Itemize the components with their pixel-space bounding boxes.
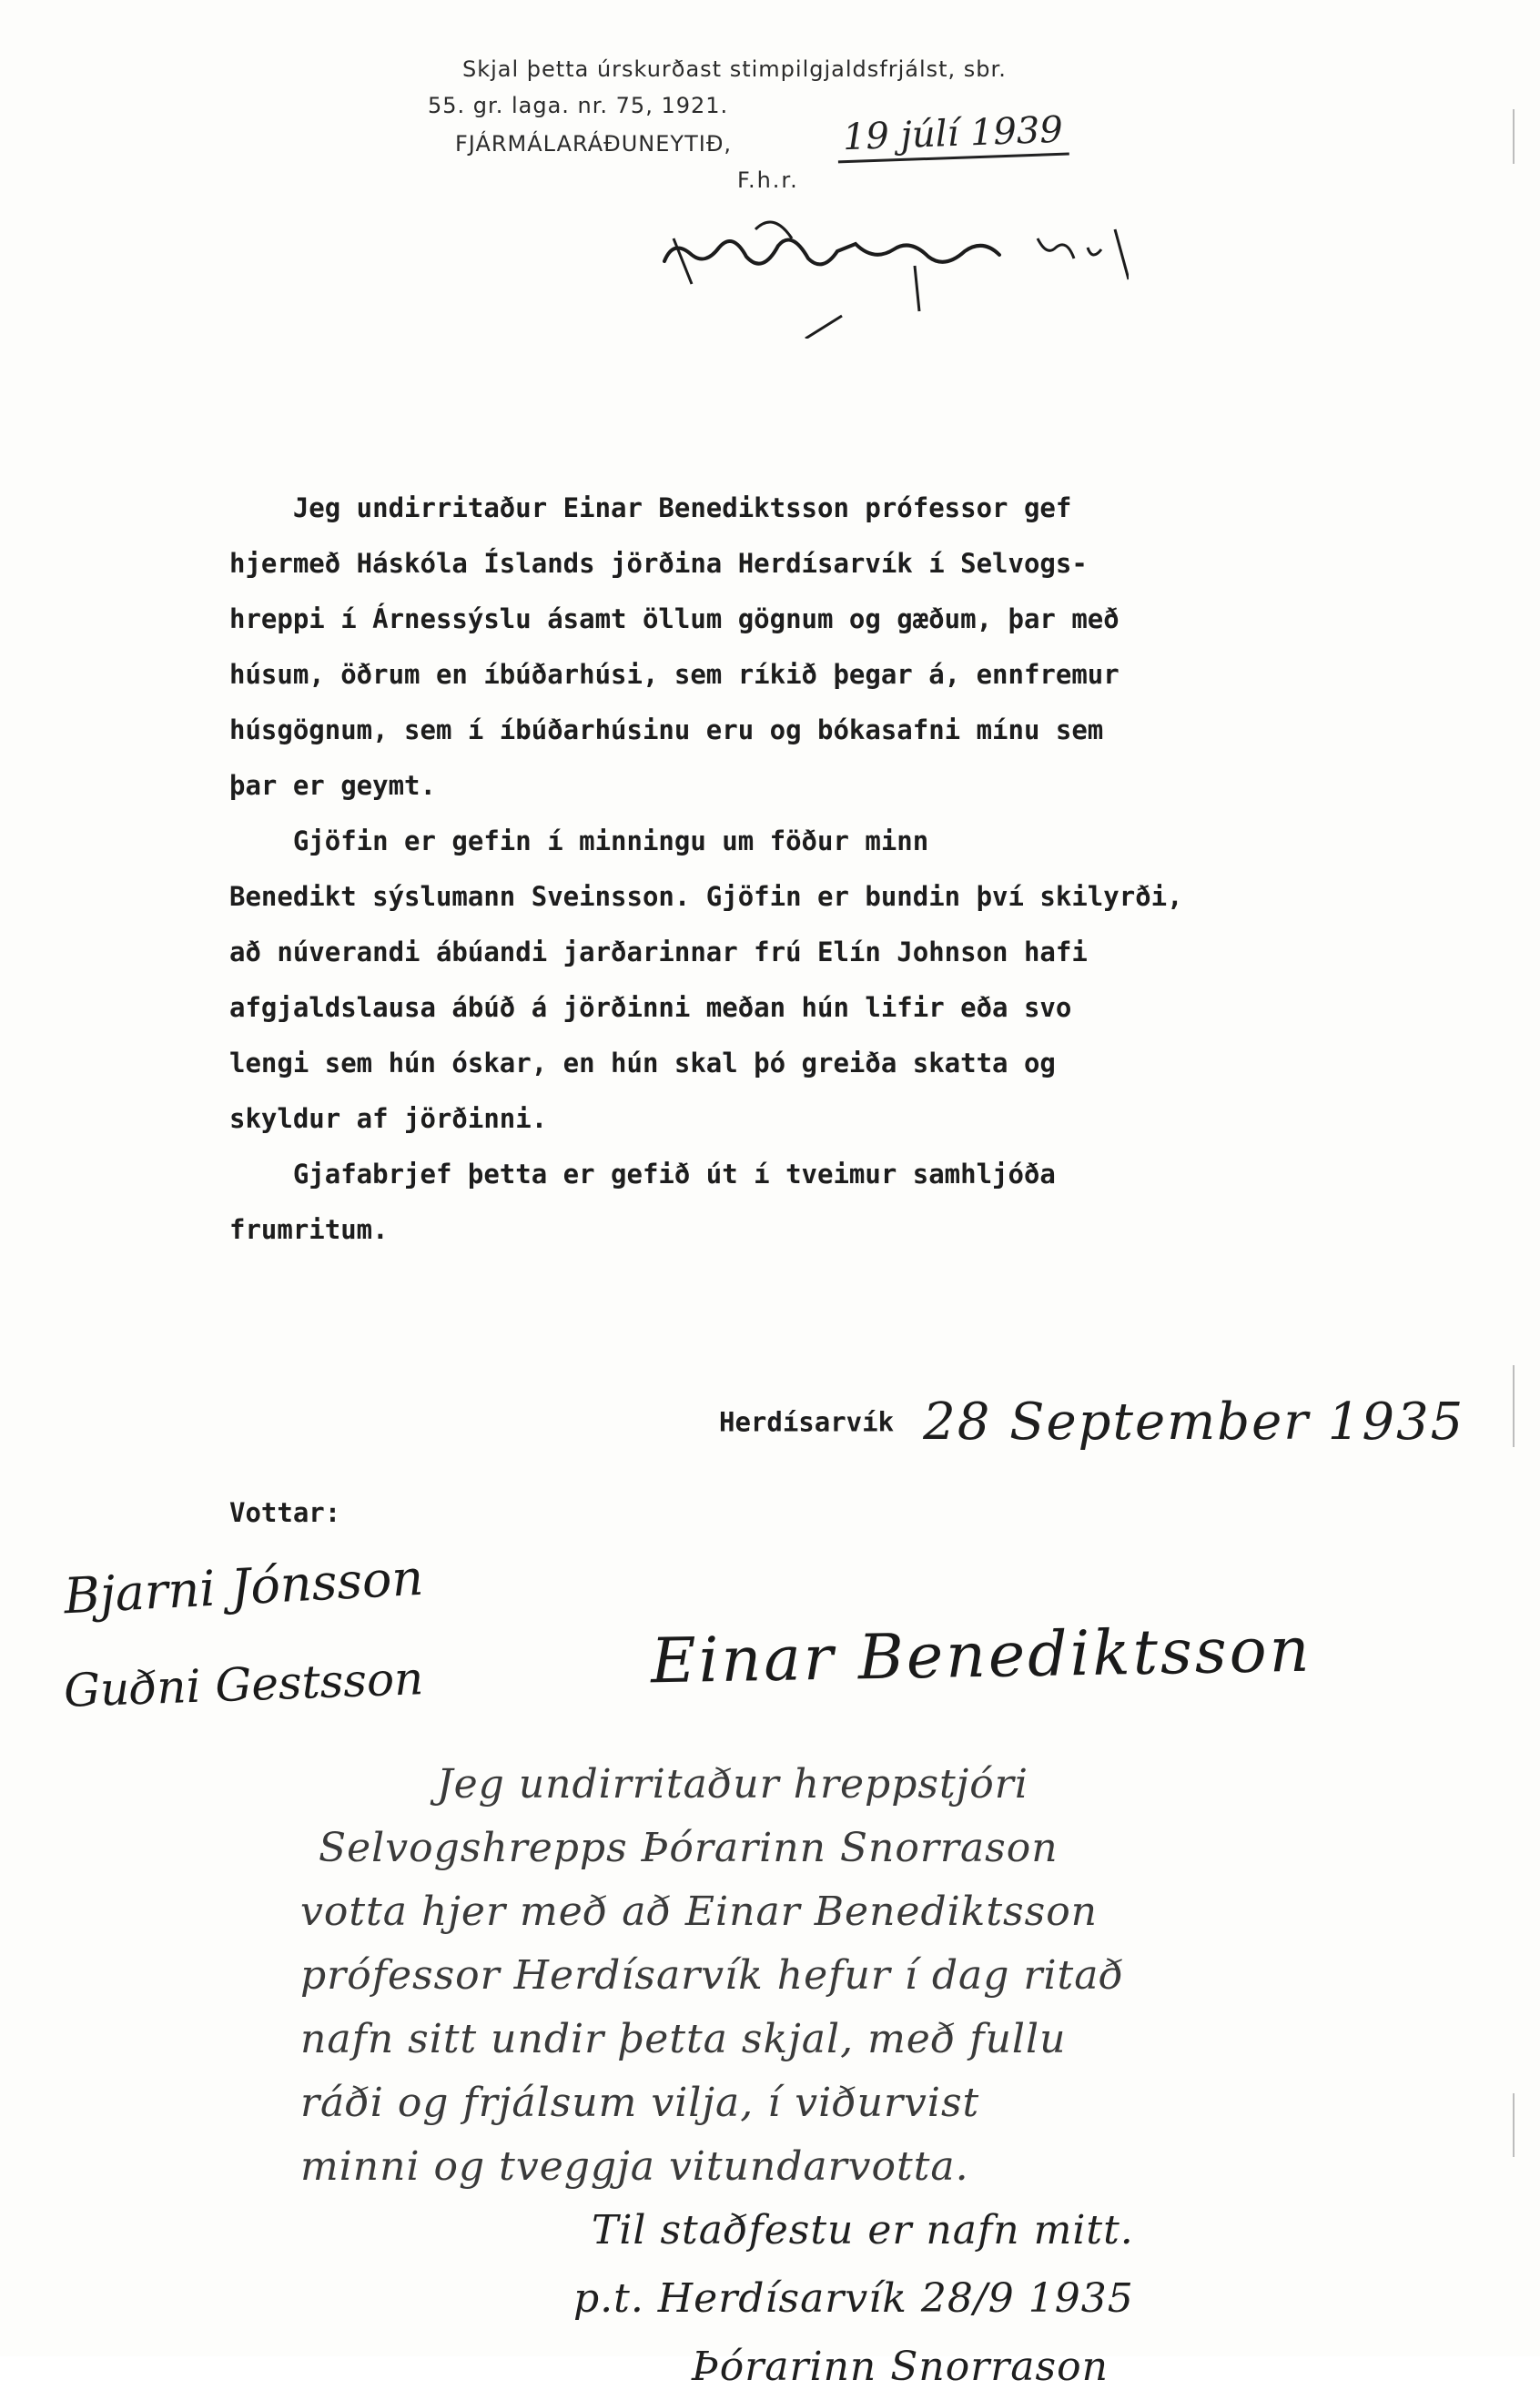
- body-line: hreppi í Árnessýslu ásamt öllum gögnum og gæðum, þar með: [229, 603, 1120, 634]
- body-line: afgjaldslausa ábúð á jörðinni meðan hún lifir eða svo: [229, 992, 1072, 1023]
- paragraph-condition: [229, 814, 1349, 1147]
- certification-line: nafn sitt undir þetta skjal, með fullu: [300, 2016, 1067, 2062]
- body-line: skyldur af jörðinni.: [229, 1103, 548, 1134]
- paragraph-gift: [229, 481, 1349, 814]
- handwritten-date: 28 September 1935: [923, 1392, 1465, 1452]
- body-line: Benedikt sýslumann Sveinsson. Gjöfin er bundin því skilyrði,: [229, 881, 1183, 912]
- witness-label: Vottar:: [229, 1497, 341, 1528]
- stamp-handwritten-date: 19 júlí 1939: [836, 109, 1069, 164]
- body-line: þar er geymt.: [229, 770, 436, 801]
- stamp-text-line-1: Skjal þetta úrskurðast stimpilgjaldsfrjálst, sbr.: [462, 56, 1007, 82]
- hreppstjori-signature: Þórarinn Snorrason: [692, 2344, 1109, 2390]
- certification-line: votta hjer með að Einar Benediktsson: [300, 1889, 1099, 1935]
- body-line: Gjöfin er gefin í minningu um föður minn: [229, 825, 929, 856]
- certification-line: minni og tveggja vitundarvotta.: [300, 2143, 969, 2190]
- certification-line: Til staðfestu er nafn mitt.: [592, 2207, 1134, 2253]
- witness-signature-2: Guðni Gestsson: [63, 1652, 425, 1717]
- stamp-signature-scribble: [655, 175, 1129, 339]
- scan-edge-mark: [1513, 109, 1515, 164]
- stamp-fhr: F.h.r.: [737, 167, 799, 193]
- witness-signature-1: Bjarni Jónsson: [62, 1548, 425, 1625]
- scan-edge-mark: [1513, 1365, 1515, 1447]
- scan-edge-mark: [1513, 2093, 1515, 2157]
- ministry-stamp: [428, 56, 1120, 329]
- certification-line: ráði og frjálsum vilja, í viðurvist: [300, 2080, 980, 2126]
- certification-line: prófessor Herdísarvík hefur í dag ritað: [300, 1952, 1124, 1999]
- body-line: húsum, öðrum en íbúðarhúsi, sem ríkið þegar á, ennfremur: [229, 659, 1120, 690]
- place-and-date: [719, 1392, 1464, 1452]
- body-line: lengi sem hún óskar, en hún skal þó greiða skatta og: [229, 1048, 1056, 1079]
- certification-line: Selvogshrepps Þórarinn Snorrason: [319, 1825, 1059, 1871]
- body-line: húsgögnum, sem í íbúðarhúsinu eru og bókasafni mínu sem: [229, 714, 1104, 745]
- certification-place-date: p.t. Herdísarvík 28/9 1935: [573, 2275, 1134, 2322]
- body-line: hjermeð Háskóla Íslands jörðina Herdísarvík í Selvogs-: [229, 548, 1088, 579]
- stamp-ministry-name: FJÁRMÁLARÁÐUNEYTIÐ,: [455, 131, 733, 157]
- place-name: Herdísarvík: [719, 1406, 895, 1438]
- donor-signature: Einar Benediktsson: [650, 1614, 1313, 1698]
- body-line: að núverandi ábúandi jarðarinnar frú Elín Johnson hafi: [229, 937, 1088, 967]
- paragraph-copies: [229, 1147, 1349, 1258]
- body-line: frumritum.: [229, 1214, 389, 1245]
- stamp-text-line-2: 55. gr. laga. nr. 75, 1921.: [428, 93, 729, 118]
- certification-line: Jeg undirritaður hreppstjóri: [437, 1761, 1028, 1808]
- body-line: Jeg undirritaður Einar Benediktsson prófessor gef: [229, 492, 1072, 523]
- deed-body: [229, 481, 1349, 1258]
- body-line: Gjafabrjef þetta er gefið út í tveimur samhljóða: [229, 1159, 1056, 1190]
